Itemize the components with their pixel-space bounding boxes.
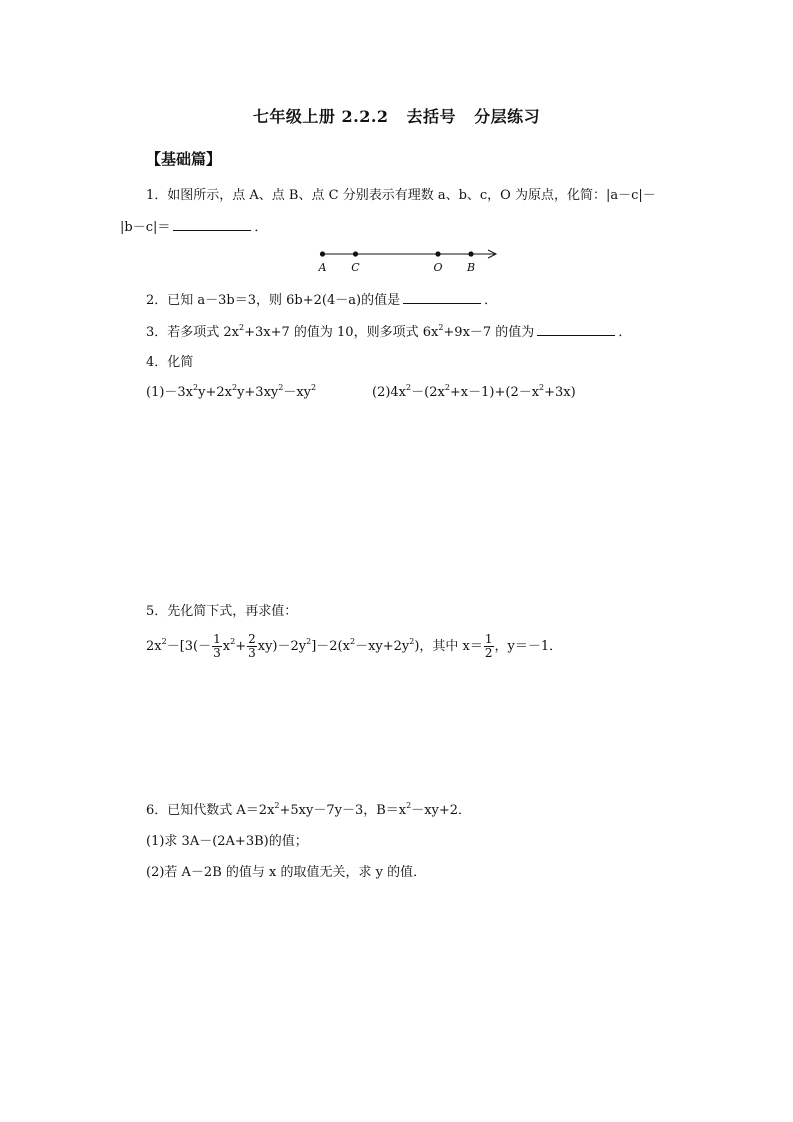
exponent: 2 bbox=[349, 637, 356, 646]
point-O bbox=[435, 251, 440, 256]
numerator: 1 bbox=[213, 632, 221, 646]
point-A bbox=[320, 251, 325, 256]
answer-blank bbox=[537, 322, 615, 336]
q1-line2 bbox=[120, 217, 267, 237]
title-main: 七年级上册 2.2.2 bbox=[252, 107, 389, 126]
title-tag: 分层练习 bbox=[474, 107, 541, 126]
title-topic: 去括号 bbox=[406, 107, 457, 126]
section-heading: 【基础篇】 bbox=[146, 150, 222, 168]
exponent: 2 bbox=[306, 637, 312, 646]
expr: (1)－3x bbox=[146, 385, 194, 400]
q3-part: +9x－7 的值为 bbox=[443, 325, 535, 340]
exponent: 2 bbox=[406, 383, 412, 392]
exponent: 2 bbox=[409, 637, 415, 646]
point-label-O: O bbox=[433, 261, 443, 274]
expr: y+2x bbox=[198, 385, 232, 400]
exponent: 2 bbox=[539, 383, 545, 392]
answer-blank bbox=[403, 290, 481, 304]
q3-part: +3x+7 的值为 10，则多项式 6x bbox=[244, 325, 439, 340]
exponent: 2 bbox=[274, 801, 280, 810]
numerator: 2 bbox=[248, 632, 256, 646]
exponent: 2 bbox=[406, 801, 412, 810]
expr: －xy+2y bbox=[355, 639, 410, 654]
denominator: 3 bbox=[213, 646, 221, 660]
exponent: 2 bbox=[161, 637, 167, 646]
q2-text: 2．已知 a－3b＝3，则 6b+2(4－a)的值是 bbox=[146, 293, 401, 308]
expr: 6．已知代数式 A＝2x bbox=[146, 803, 275, 818]
expr: +5xy－7y－3，B＝x bbox=[279, 803, 407, 818]
expr: －xy+2． bbox=[411, 803, 472, 818]
expr: －xy bbox=[283, 385, 312, 400]
expr: －(2x bbox=[411, 385, 445, 400]
exponent: 2 bbox=[438, 323, 444, 332]
q6-heading bbox=[146, 802, 471, 820]
denominator: 3 bbox=[248, 646, 256, 660]
q4-heading: 4．化简 bbox=[146, 355, 194, 370]
answer-blank bbox=[173, 217, 251, 231]
expr: ]－2(x bbox=[311, 639, 350, 654]
q4-part2 bbox=[372, 384, 576, 402]
expr: y+3xy bbox=[237, 385, 279, 400]
point-C bbox=[353, 251, 358, 256]
q4-part1 bbox=[146, 384, 316, 402]
q2-end: ． bbox=[484, 293, 498, 308]
numerator: 1 bbox=[484, 632, 493, 646]
exponent: 2 bbox=[278, 383, 284, 392]
q3-end: ． bbox=[618, 325, 632, 340]
point-label-C: C bbox=[351, 261, 360, 274]
fraction bbox=[484, 633, 494, 660]
expr: ，y＝－1． bbox=[494, 639, 563, 654]
q1-text: |b－c|＝ bbox=[120, 220, 171, 235]
fraction bbox=[212, 633, 222, 660]
page-title bbox=[0, 104, 793, 127]
expr: x bbox=[222, 639, 231, 654]
expr: + bbox=[235, 639, 247, 654]
fraction bbox=[247, 633, 257, 660]
expr: +3x) bbox=[544, 385, 576, 400]
q3-part: 3．若多项式 2x bbox=[146, 325, 240, 340]
exponent: 2 bbox=[231, 383, 238, 392]
exponent: 2 bbox=[444, 383, 450, 392]
expr: xy)－2y bbox=[257, 639, 307, 654]
expr: )，其中 x＝ bbox=[414, 639, 483, 654]
exponent: 2 bbox=[193, 383, 199, 392]
exponent: 2 bbox=[239, 323, 245, 332]
expr: (2)4x bbox=[372, 385, 407, 400]
q1-end: ． bbox=[254, 220, 268, 235]
number-line bbox=[318, 244, 508, 276]
q6-part2: (2)若 A－2B 的值与 x 的取值无关，求 y 的值． bbox=[146, 865, 427, 880]
q5-heading: 5．先化简下式，再求值： bbox=[146, 604, 298, 619]
denominator: 2 bbox=[484, 646, 493, 660]
q3 bbox=[146, 322, 631, 342]
point-label-B: B bbox=[466, 261, 476, 274]
exponent: 2 bbox=[230, 637, 236, 646]
point-B bbox=[468, 251, 473, 256]
expr: 2x bbox=[146, 639, 162, 654]
exponent: 2 bbox=[311, 383, 317, 392]
q1-line1: 1．如图所示，点 A、点 B、点 C 分别表示有理数 a、b、c，O 为原点，化简：|a－c|－ bbox=[146, 188, 656, 203]
q2 bbox=[146, 290, 497, 310]
expr: －[3(－ bbox=[166, 639, 212, 654]
point-label-A: A bbox=[318, 261, 327, 274]
q6-part1: (1)求 3A－(2A+3B)的值； bbox=[146, 834, 308, 849]
q5-expression bbox=[146, 630, 562, 664]
expr: +x－1)+(2－x bbox=[449, 385, 540, 400]
